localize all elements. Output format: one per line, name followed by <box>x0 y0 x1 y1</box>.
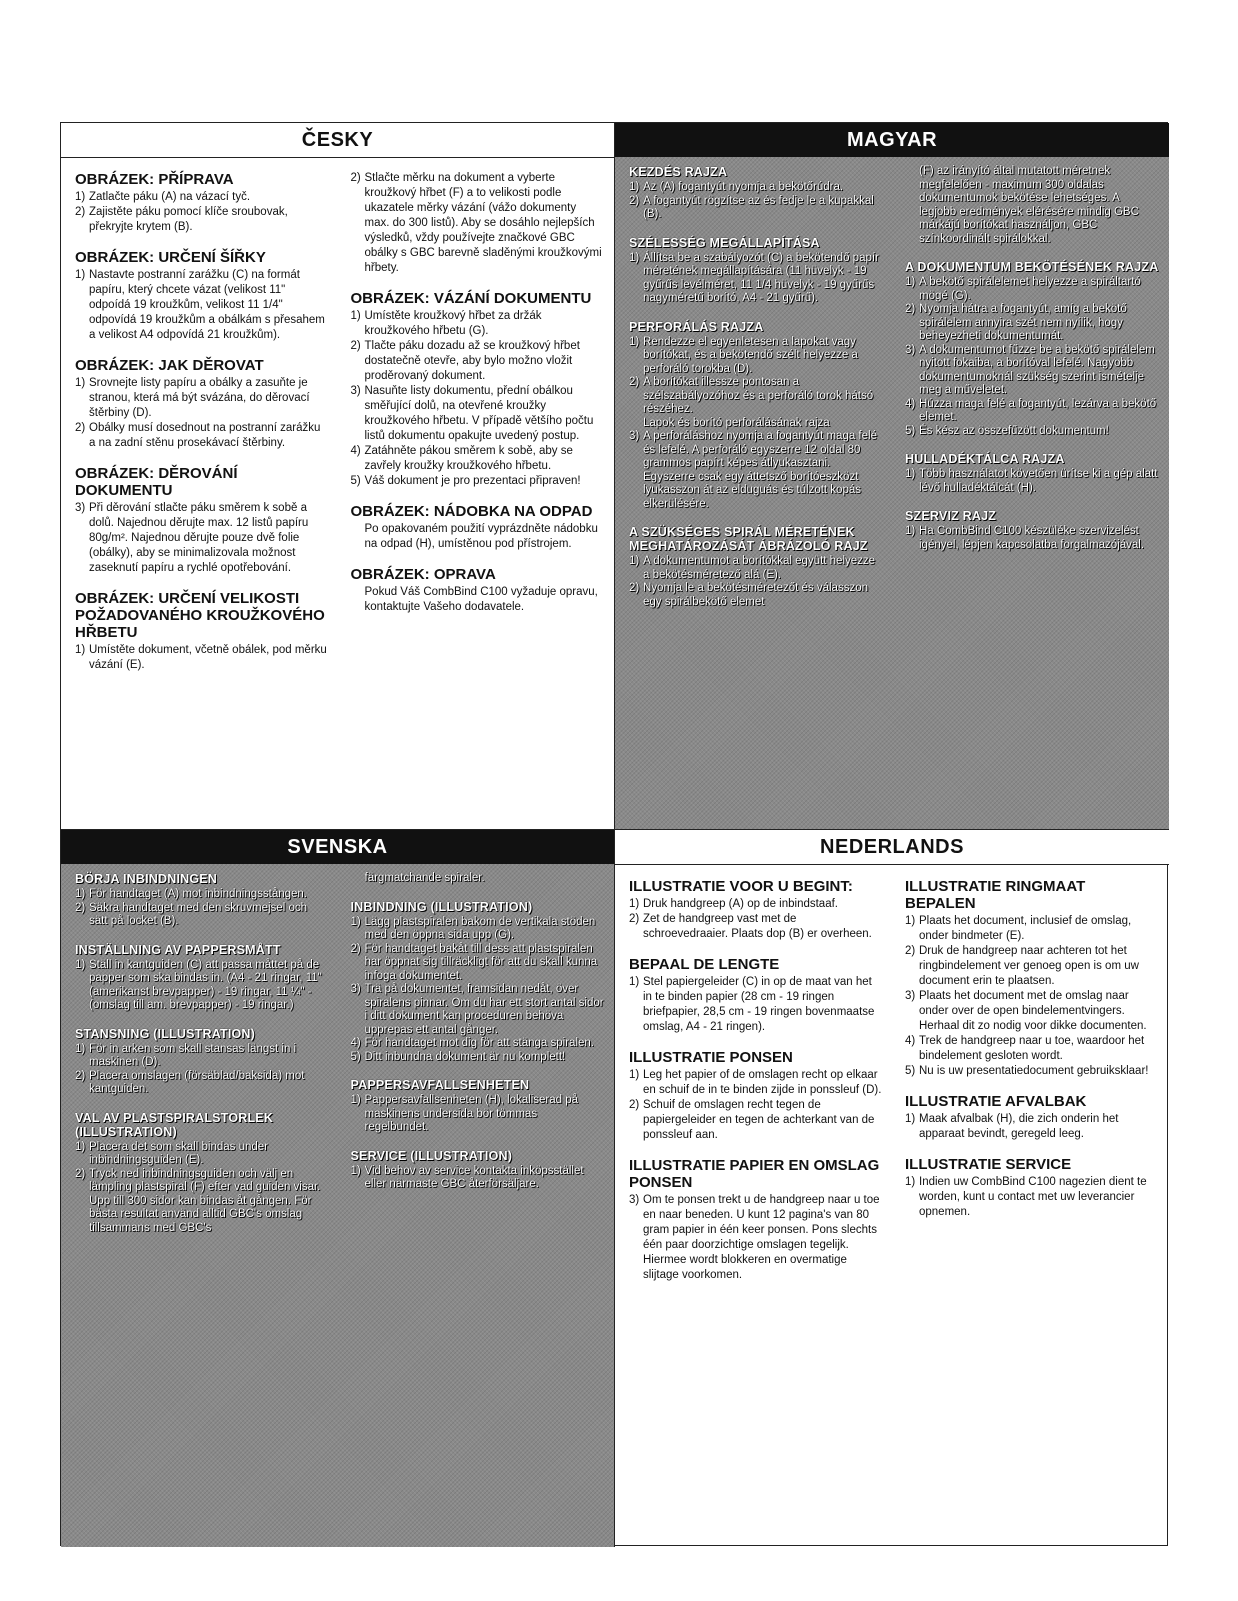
step-number: 3) <box>75 502 86 514</box>
step-number: 1) <box>350 1164 361 1177</box>
section-heading: INBINDNING (ILLUSTRATION) <box>350 899 533 914</box>
step-number: 2) <box>905 303 916 315</box>
step-item <box>905 344 1159 398</box>
step-item <box>905 1034 1159 1064</box>
step-item <box>905 1064 1159 1079</box>
step-item <box>351 983 605 1037</box>
instruction-section <box>905 1156 1159 1220</box>
step-list <box>351 309 605 489</box>
step-item <box>905 398 1159 425</box>
instruction-section <box>351 171 605 276</box>
step-item <box>629 195 883 222</box>
step-number: 2) <box>905 945 916 957</box>
step-item <box>629 376 883 417</box>
step-list <box>629 975 883 1035</box>
step-number: 1) <box>75 888 86 900</box>
step-text: Húzza maga felé a fogantyút, lezárva a bekötő elemet. <box>919 397 1157 423</box>
step-list <box>905 525 1159 552</box>
step-list <box>629 252 883 306</box>
step-text: Állítsa be a szabályozót (C) a bekötendő papír méretének megállapítására (11 hüvelyk - 19 gyűrűs levélméret, 11 1/4 hüvelyk - 19 gyűrűs nagyméretű borító, A4 - 21 gyűrű). <box>643 251 879 304</box>
step-text: Az (A) fogantyút nyomja a bekötőrúdra. <box>643 181 844 193</box>
step-text: Trä på dokumentet, framsidan nedåt, över spiralens pinnar. Om du har ett stort antal sidor i ditt dokument kan proceduren behöva upprepas ett antal gånger. <box>364 983 604 1036</box>
step-item <box>351 444 605 474</box>
step-text: Säkra handtaget med den skruvmejsel och sätt på locket (B). <box>89 901 307 927</box>
step-number: 2) <box>75 206 86 218</box>
instruction-section <box>75 943 329 1013</box>
step-text: Nasuňte listy dokumentu, přední obálkou směřující dolů, na otevřené kroužky kroužkového hřbetu. V případě většího počtu listů dokumentu opakujte uvedený postup. <box>364 385 594 442</box>
instruction-section <box>905 452 1159 495</box>
instruction-section <box>629 165 883 222</box>
step-number: 1) <box>629 976 640 988</box>
step-list <box>629 336 883 512</box>
step-text: Zatáhněte pákou směrem k sobě, aby se zavřely kroužky kroužkového hřbetu. <box>364 445 573 472</box>
step-text: För handtaget mot dig för att stänga spiralen. <box>364 1037 594 1049</box>
section-heading: VAL AV PLASTSPIRALSTORLEK (ILLUSTRATION) <box>75 1110 274 1139</box>
step-item <box>75 1070 329 1097</box>
step-text: Obálky musí dosednout na postranní zarážku a na zadní stěnu prosekávací štěrbiny. <box>89 422 321 449</box>
step-text: Nastavte postranní zarážku (C) na formát papíru, který chcete vázat (velikost 11" odpoídá 19 kroužkům, velikost 11 1/4" odpovídá 19 kroužkům a obálkám s přesahem a velikost A4 odpovídá 21 kroužkům). <box>89 269 325 341</box>
step-item <box>75 190 329 205</box>
section-heading: STANSNING (ILLUSTRATION) <box>75 1026 256 1041</box>
step-list <box>351 1094 605 1135</box>
section-heading: BEPAAL DE LENGTE <box>629 956 780 973</box>
step-number: 1) <box>905 525 916 537</box>
step-number: 2) <box>350 172 361 184</box>
step-item <box>351 872 605 886</box>
step-text: Több használatot követően ürítse ki a gép alatt lévő hulladéktálcát (H). <box>919 468 1158 494</box>
step-list <box>905 914 1159 1079</box>
svenska-left-column <box>75 872 329 1541</box>
step-text: För handtaget (A) mot inbindningsstången. <box>89 888 307 900</box>
step-number: 2) <box>350 942 361 955</box>
step-number: 2) <box>75 1069 86 1082</box>
instruction-section <box>629 878 883 942</box>
step-item <box>351 1165 605 1192</box>
step-item <box>629 555 883 582</box>
instruction-section <box>75 171 329 235</box>
step-number: 3) <box>905 990 916 1002</box>
step-item <box>905 468 1159 495</box>
step-text: Umístěte dokument, včetně obálek, pod měrku vázání (E). <box>89 644 327 671</box>
step-item <box>351 943 605 984</box>
step-number: 1) <box>629 555 640 567</box>
step-number: 3) <box>350 983 361 995</box>
step-number: 5) <box>905 1065 916 1077</box>
step-list <box>905 1175 1159 1220</box>
step-list <box>905 1112 1159 1142</box>
step-text: A perforáláshoz nyomja a fogantyút maga felé és lefelé. A perforáló egyszerre 12 oldal 80 grammos papírt képes átlyukasztani. Egyszerre csak egy áttetsző borítóeszközt lyukasszon át az elduguás és túlzott kopás elkerülésére. <box>643 430 877 510</box>
step-text: Schuif de omslagen recht tegen de papiergeleider en tegen de achterkant van de ponssleuf aan. <box>643 1099 875 1141</box>
step-number: 1) <box>629 898 640 910</box>
instruction-section <box>351 290 605 489</box>
step-list <box>75 376 329 451</box>
cesky-columns <box>75 171 604 823</box>
step-item <box>629 181 883 195</box>
step-text: Tlačte páku dozadu až se kroužkový hřbet dostatečně otevře, aby bylo možno vložit proděrovaný dokument. <box>364 340 580 382</box>
step-list <box>629 555 883 609</box>
step-text: Indien uw CombBind C100 nagezien dient te worden, kunt u contact met uw leverancier opnemen. <box>919 1176 1147 1218</box>
step-text: Druk handgreep (A) op de inbindstaaf. <box>643 898 838 910</box>
instruction-section <box>75 1111 329 1236</box>
section-heading: HULLADÉKTÁLCA RAJZA <box>905 452 1065 466</box>
step-text: Placera det som skall bindas under inbindningsguiden (E). <box>89 1140 268 1166</box>
step-item <box>75 501 329 576</box>
step-number: 2) <box>629 582 640 594</box>
step-text: Při děrování stlačte páku směrem k sobě a dolů. Najednou děrujte max. 12 listů papíru 80g/m². Najednou děrujte pouze dvě folie (obálky), aby se minimalizovala možnost zaseknutí papíru a rychlé opotřebování. <box>89 502 309 574</box>
step-text: Lägg plastspiralen bakom de vertikala stöden med den öppna sida upp (G). <box>364 915 596 941</box>
step-text: Tryck ned inbindningsguiden och välj en lämpling plastspiral (F) efter vad guiden visar. Upp till 300 sidor kan bindas åt gången. För bästa resultat använd alltid GBC's omslag tillsammans med GBC's <box>89 1167 321 1234</box>
step-item <box>629 912 883 942</box>
step-item <box>351 1094 605 1135</box>
step-number: 3) <box>629 430 640 442</box>
step-text: És kész az összefűzött dokumentum! <box>919 424 1109 437</box>
step-number: 1) <box>905 915 916 927</box>
step-number: 2) <box>629 1099 640 1111</box>
section-heading: ILLUSTRATIE SERVICE <box>905 1156 1072 1173</box>
step-number: 2) <box>629 194 640 207</box>
instruction-section <box>629 236 883 306</box>
step-item <box>75 376 329 421</box>
step-number: 3) <box>905 343 916 356</box>
step-text: Ställ in kantguiden (C) att passa måttet på de papper som ska bindas in. (A4 - 21 ringar, 11" (amerikanst brevpapper) - 19 ringar, 11 ¼" - (omslag till am. brevpapper) - 19 ringar.) <box>89 958 322 1011</box>
step-list <box>905 276 1159 438</box>
section-heading: A SZÜKSÉGES SPIRÁL MÉRETÉNEK MEGHATÁROZÁSÁT ÁBRÁZOLÓ RAJZ <box>629 525 868 553</box>
cesky-left-column <box>75 171 329 823</box>
step-item <box>905 425 1159 439</box>
step-text: Nyomja le a bekötésméretezőt és válasszon egy spirálbekötő elemet <box>643 582 868 608</box>
step-item <box>75 421 329 451</box>
step-item <box>351 1037 605 1051</box>
step-text: Pappersavfallsenheten (H), lokaliserad på maskinens undersida bör tömmas regelbundet. <box>364 1094 579 1133</box>
instruction-section <box>75 872 329 929</box>
step-number: 1) <box>75 1042 86 1055</box>
step-text: A borítókat illessze pontosan a szélszabályozóhoz és a perforáló torok hátsó részéhez. <box>643 376 874 415</box>
section-heading: OBRÁZEK: URČENÍ VELIKOSTI POŽADOVANÉHO KROUŽKOVÉHO HŘBETU <box>75 590 325 641</box>
step-item <box>905 525 1159 552</box>
section-heading: OBRÁZEK: DĚROVÁNÍ DOKUMENTU <box>75 465 238 499</box>
step-list <box>75 888 329 929</box>
magyar-right-column <box>905 165 1159 823</box>
step-item <box>351 339 605 384</box>
section-heading: PAPPERSAVFALLSENHETEN <box>350 1078 530 1092</box>
step-text: A fogantyút rögzítse az és fedje le a kupakkal (B). <box>643 194 874 220</box>
step-text: För in arken som skall stansas längst in i maskinen (D). <box>89 1042 297 1068</box>
step-text: Stel papiergeleider (C) in op de maat van het in te binden papier (28 cm - 19 ringen briefpapier, 28,5 cm - 19 ringen bovenmaatse omslag, A4 - 21 ringen). <box>643 976 875 1033</box>
step-text: Nu is uw presentatiedocument gebruiksklaar! <box>919 1065 1149 1077</box>
section-text: Pokud Váš CombBind C100 vyžaduje opravu, kontaktujte Vašeho dodavatele. <box>364 586 598 613</box>
step-list <box>629 1068 883 1143</box>
step-number: 5) <box>350 1050 361 1063</box>
step-item <box>75 1141 329 1168</box>
step-list <box>629 1193 883 1283</box>
section-heading: OBRÁZEK: PŘÍPRAVA <box>75 171 234 188</box>
step-item <box>351 1051 605 1065</box>
section-heading: OBRÁZEK: JAK DĚROVAT <box>75 357 264 374</box>
step-text: För handtaget bakåt till dess att plastspiralen har öppnat sig tillräckligt för att du skall kunna infoga dokumentet. <box>364 942 598 982</box>
instruction-section <box>905 509 1159 552</box>
nederlands-left-column <box>629 878 883 1541</box>
step-item <box>75 268 329 343</box>
step-number: 5) <box>905 424 916 437</box>
step-item <box>629 430 883 511</box>
section-heading: A DOKUMENTUM BEKÖTÉSÉNEK RAJZA <box>905 260 1159 274</box>
header-svenska: SVENSKA <box>61 830 614 864</box>
section-heading: OBRÁZEK: NÁDOBKA NA ODPAD <box>350 503 593 520</box>
step-number: 4) <box>350 445 361 457</box>
instruction-section <box>905 878 1159 1079</box>
step-item <box>351 309 605 339</box>
step-list <box>75 1043 329 1097</box>
section-heading: OBRÁZEK: URČENÍ ŠÍŘKY <box>75 249 266 266</box>
section-heading: SZERVIZ RAJZ <box>905 509 997 523</box>
step-number: 2) <box>629 913 640 925</box>
step-text: Ha CombBind C100 készüléke szervizelést igényel, lépjen kapcsolatba forgalmazójával. <box>919 525 1145 551</box>
section-text: Po opakovaném použití vyprázdněte nádobku na odpad (H), umístěnou pod přístrojem. <box>364 523 598 550</box>
step-number: 1) <box>905 1113 916 1125</box>
step-number: 1) <box>75 191 86 203</box>
instruction-section <box>351 872 605 886</box>
step-item <box>351 171 605 276</box>
section-heading: ILLUSTRATIE RINGMAAT BEPALEN <box>905 878 1086 912</box>
instruction-section <box>75 465 329 576</box>
section-magyar <box>615 123 1169 830</box>
step-list <box>629 181 883 222</box>
section-heading: ILLUSTRATIE PAPIER EN OMSLAG PONSEN <box>629 1157 880 1191</box>
instruction-section <box>75 1027 329 1097</box>
instruction-section <box>351 503 605 552</box>
instruction-section <box>905 165 1159 246</box>
instruction-section <box>351 1149 605 1192</box>
step-number: 1) <box>75 269 86 281</box>
section-heading: ILLUSTRATIE VOOR U BEGINT: <box>629 878 853 895</box>
step-list <box>75 501 329 576</box>
step-list <box>905 468 1159 495</box>
step-text: Plaats het document met de omslag naar onder over de open bindelementvingers. Herhaal dit zo nodig voor dikke documenten. <box>919 990 1147 1032</box>
step-item <box>351 384 605 444</box>
step-list <box>75 959 329 1013</box>
step-item <box>905 303 1159 344</box>
step-text: Zet de handgreep vast met de schroevedraaier. Plaats dop (B) er overheen. <box>643 913 872 940</box>
instruction-section <box>629 320 883 512</box>
step-list <box>351 916 605 1065</box>
step-list <box>75 190 329 235</box>
step-item <box>905 914 1159 944</box>
step-item <box>905 944 1159 989</box>
section-heading: INSTÄLLNING AV PAPPERSMÅTT <box>75 942 281 957</box>
step-number: 3) <box>350 385 361 397</box>
header-cesky: ČESKY <box>61 123 614 158</box>
step-number: 1) <box>905 1176 916 1188</box>
instruction-section <box>905 260 1159 438</box>
step-item <box>629 417 883 431</box>
step-text: Maak afvalbak (H), die zich onderin het apparaat bevindt, geregeld leeg. <box>919 1113 1119 1140</box>
step-list <box>905 165 1159 246</box>
step-number: 3) <box>629 1194 640 1206</box>
step-list <box>75 643 329 673</box>
step-item <box>629 897 883 912</box>
cesky-right-column <box>351 171 605 823</box>
step-number: 4) <box>905 397 916 410</box>
step-number: 2) <box>75 422 86 434</box>
step-number: 1) <box>629 335 640 348</box>
step-text: Leg het papier of de omslagen recht op elkaar en schuif de in te binden zijde in ponssleuf (D). <box>643 1069 882 1096</box>
step-item <box>351 916 605 943</box>
step-text: Váš dokument je pro prezentaci připraven! <box>364 475 581 487</box>
instruction-section <box>351 566 605 615</box>
step-text: Zajistěte páku pomocí klíče sroubovak, překryjte krytem (B). <box>89 206 288 233</box>
step-number: 1) <box>629 251 640 264</box>
section-heading: PERFORÁLÁS RAJZA <box>629 319 764 334</box>
step-item <box>629 975 883 1035</box>
instruction-section <box>629 525 883 609</box>
step-number: 5) <box>350 475 361 487</box>
step-number: 1) <box>75 1140 86 1153</box>
section-heading: ILLUSTRATIE PONSEN <box>629 1049 793 1066</box>
magyar-columns <box>629 165 1159 823</box>
step-text: Rendezze el egyenletesen a lapokat vagy borítókat, és a bekötendő szélt helyezze a perforáló torokba (D). <box>643 335 858 375</box>
step-list <box>629 897 883 942</box>
step-text: Vid behov av service kontakta inköpsstället eller närmaste GBC återförsäljare. <box>364 1164 584 1190</box>
step-list <box>351 872 605 886</box>
step-text: Srovnejte listy papíru a obálky a zasuňte je stranou, která má být svázána, do děrovací štěrbiny (D). <box>89 377 310 419</box>
step-number: 2) <box>350 340 361 352</box>
step-number: 1) <box>75 644 86 656</box>
step-item <box>629 1068 883 1098</box>
step-list <box>351 171 605 276</box>
step-item <box>351 474 605 489</box>
language-grid <box>60 122 1168 1546</box>
header-magyar: MAGYAR <box>615 123 1169 157</box>
step-item <box>629 252 883 306</box>
step-text: Lapok és borító perforálásának rajza <box>643 416 830 429</box>
section-heading: BÖRJA INBINDNINGEN <box>75 872 218 886</box>
nederlands-right-column <box>905 878 1159 1541</box>
section-heading: OBRÁZEK: OPRAVA <box>350 566 496 583</box>
step-item <box>905 1112 1159 1142</box>
step-number: 1) <box>350 1094 361 1106</box>
step-number: 4) <box>905 1035 916 1047</box>
step-item <box>75 902 329 929</box>
step-text: Trek de handgreep naar u toe, waardoor het bindelement gesloten wordt. <box>919 1035 1145 1062</box>
step-item <box>629 582 883 609</box>
step-number: 1) <box>905 468 916 480</box>
step-number: 1) <box>905 276 916 288</box>
step-text: färgmatchande spiraler. <box>364 872 485 884</box>
svenska-columns <box>75 872 604 1541</box>
section-heading: SERVICE (ILLUSTRATION) <box>350 1148 513 1163</box>
step-list <box>75 1141 329 1236</box>
step-item <box>905 165 1159 246</box>
step-text: Ditt inbundna dokument är nu komplett! <box>364 1050 566 1063</box>
step-list <box>75 268 329 343</box>
step-item <box>75 888 329 902</box>
instruction-section <box>629 956 883 1035</box>
magyar-left-column <box>629 165 883 823</box>
step-text: Nyomja hátra a fogantyút, amíg a bekötő spirálelem annyira szét nem nyílik, hogy beheyezheti dokumentumát. <box>919 303 1127 342</box>
step-text: Plaats het document, inclusief de omslag, onder bindmeter (E). <box>919 915 1132 942</box>
step-number: 2) <box>75 901 86 914</box>
step-text: (F) az irányító által mutatott méretnek megfelelően - maximum 300 oldalas dokumentumok bekötése lehetséges. A legjobb eredmények elérésére mindig GBC márkájú borítókat használjon, GBC színkoordinált spirálokkal. <box>919 165 1139 245</box>
nederlands-columns <box>629 878 1159 1541</box>
section-heading: SZÉLESSÉG MEGÁLLAPÍTÁSA <box>629 235 820 250</box>
step-text: Druk de handgreep naar achteren tot het ringbindelement ver genoeg open is om uw document erin te plaatsen. <box>919 945 1139 987</box>
step-item <box>629 336 883 377</box>
step-number: 1) <box>350 915 361 928</box>
section-heading: ILLUSTRATIE AFVALBAK <box>905 1093 1087 1110</box>
step-text: A dokumentumot a borítókkal együtt helyezze a bekötésméretező alá (E). <box>643 555 876 581</box>
step-item <box>905 989 1159 1034</box>
instruction-section <box>629 1049 883 1143</box>
step-text: Umístěte kroužkový hřbet za držák kroužkového hřbetu (G). <box>364 310 542 337</box>
step-item <box>905 1175 1159 1220</box>
step-number: 1) <box>350 310 361 322</box>
section-heading: OBRÁZEK: VÁZÁNÍ DOKUMENTU <box>350 290 592 307</box>
step-item <box>75 205 329 235</box>
step-list <box>351 1165 605 1192</box>
step-number: 1) <box>75 377 86 389</box>
step-item <box>75 1168 329 1236</box>
header-nederlands: NEDERLANDS <box>615 830 1169 865</box>
instruction-section <box>905 1093 1159 1142</box>
section-cesky <box>61 123 615 830</box>
step-item <box>629 1193 883 1283</box>
step-item <box>905 276 1159 303</box>
svenska-body <box>61 864 614 1547</box>
step-item <box>629 1098 883 1143</box>
section-svenska <box>61 830 615 1547</box>
instruction-section <box>75 590 329 673</box>
step-item <box>75 643 329 673</box>
step-text: Placera omslagen (försäblad/baksida) mot kantguiden. <box>89 1069 305 1095</box>
step-text: Stlačte měrku na dokument a vyberte kroužkový hřbet (F) a to velikosti podle ukazatele měrky vázání (vážo dokumenty max. do 300 listů). Aby se dosáhlo nejlepších výsledků, vždy používejte značkové GBC obálky s GBC barevně sladěnými kroužkovými hřbety. <box>364 172 602 274</box>
instruction-section <box>75 249 329 343</box>
step-number: 4) <box>350 1037 361 1049</box>
step-item <box>75 959 329 1013</box>
svenska-right-column <box>351 872 605 1541</box>
step-number: 1) <box>75 958 86 971</box>
step-text: Om te ponsen trekt u de handgreep naar u toe en naar beneden. U kunt 12 pagina's van 80 gram papier in één keer ponsen. Pons slechts één paar doorzichtige omslagen tegelijk. Hiermee wordt blokkeren en overmatige slijtage voorkomen. <box>643 1194 880 1281</box>
step-number: 2) <box>629 376 640 388</box>
instruction-section <box>629 1157 883 1283</box>
instruction-section <box>75 357 329 451</box>
step-number: 2) <box>75 1167 86 1180</box>
section-nederlands <box>615 830 1169 1547</box>
instruction-section <box>351 900 605 1065</box>
step-text: A bekötő spirálelemet helyezze a spiráltartó mögé (G). <box>919 276 1141 302</box>
step-text: A dokumentumot fűzze be a bekötő spirálelem nyitott fokaiba, a borítóval lefelé. Nagyobb dokumentumoknál szükség szerint ismételje meg a műveletet. <box>919 343 1155 396</box>
step-number: 1) <box>629 1069 640 1081</box>
section-heading: KEZDÉS RAJZA <box>629 165 728 179</box>
step-item <box>75 1043 329 1070</box>
step-text: Zatlačte páku (A) na vázací tyč. <box>89 191 251 203</box>
magyar-body <box>615 157 1169 829</box>
step-number: 1) <box>629 181 640 193</box>
instruction-section <box>351 1078 605 1135</box>
